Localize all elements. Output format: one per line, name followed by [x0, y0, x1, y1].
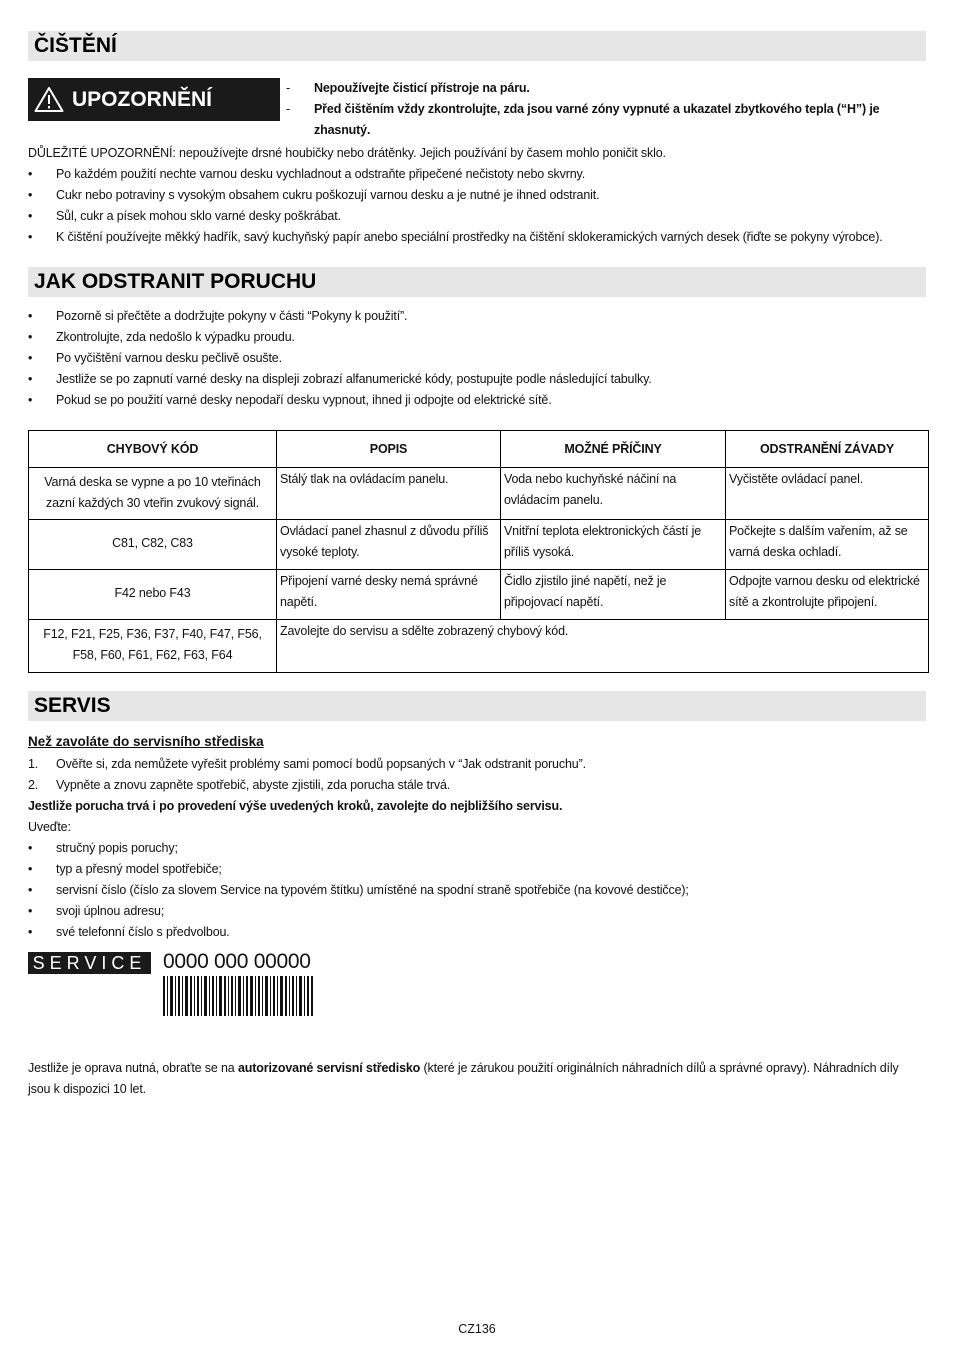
service-steps	[28, 754, 926, 796]
service-number: 0000 000 00000	[163, 950, 311, 973]
list-item: • svoji úplnou adresu;	[28, 904, 165, 918]
list-item: • stručný popis poruchy;	[28, 841, 178, 855]
warning-box	[28, 78, 280, 121]
error-code-table	[28, 430, 929, 673]
service-bold-note: Jestliže porucha trvá i po provedení výše uvedených kroků, zavolejte do nejbližšího servisu.	[28, 799, 563, 813]
service-state-list	[28, 838, 926, 943]
header-error-code: CHYBOVÝ KÓD	[29, 431, 277, 468]
cell-remedy: Počkejte s dalším vařením, až se varná deska ochladí.	[726, 520, 929, 570]
warning-item: - Před čištěním vždy zkontrolujte, zda jsou varné zóny vypnuté a ukazatel zbytkového tepla (“H”) je zhasnutý.	[286, 102, 880, 137]
important-note: DŮLEŽITÉ UPOZORNĚNÍ: nepoužívejte drsné houbičky nebo drátěnky. Jejich používání by časem mohlo poničit sklo.	[28, 146, 666, 160]
table-row	[29, 520, 929, 570]
list-item: • Cukr nebo potraviny s vysokým obsahem cukru poškozují varnou desku a je nutné je ihned odstranit.	[28, 188, 600, 202]
cleaning-heading: ČIŠTĚNÍ	[28, 31, 926, 61]
list-item: • Zkontrolujte, zda nedošlo k výpadku proudu.	[28, 330, 295, 344]
header-causes: MOŽNÉ PŘÍČINY	[501, 431, 726, 468]
table-row	[29, 620, 929, 673]
cell-remedy: Odpojte varnou desku od elektrické sítě a zkontrolujte připojení.	[726, 570, 929, 620]
warning-triangle-icon	[34, 86, 64, 113]
cell-remedy: Vyčistěte ovládací panel.	[726, 468, 929, 520]
service-logo: SERVICE	[28, 952, 151, 974]
list-item: • servisní číslo (číslo za slovem Service na typovém štítku) umístěné na spodní straně spotřebiče (na kovové destičce);	[28, 883, 689, 897]
page-number: CZ136	[458, 1322, 496, 1336]
cell-cause: Čidlo zjistilo jiné napětí, než je připojovací napětí.	[501, 570, 726, 620]
list-item: • K čištění používejte měkký hadřík, savý kuchyňský papír anebo speciální prostředky na čištění sklokeramických varných desek (řiďte se pokyny výrobce).	[28, 230, 883, 244]
service-closing-text: Jestliže je oprava nutná, obraťte se na autorizované servisní středisko (které je zárukou použití originálních náhradních dílů a správné opravy). Náhradních díly jsou k dispozici 10 let.	[28, 1061, 899, 1096]
list-item: 1. Ověřte si, zda nemůžete vyřešit problémy sami pomocí bodů popsaných v “Jak odstranit poruchu”.	[28, 757, 586, 771]
list-item: • Po každém použití nechte varnou desku vychladnout a odstraňte připečené nečistoty nebo skvrny.	[28, 167, 586, 181]
list-item: • své telefonní číslo s předvolbou.	[28, 925, 230, 939]
list-item: • Po vyčištění varnou desku pečlivě osušte.	[28, 351, 282, 365]
service-subtitle: Než zavoláte do servisního střediska	[28, 734, 264, 749]
cell-cause: Vnitřní teplota elektronických částí je příliš vysoká.	[501, 520, 726, 570]
cleaning-list	[28, 164, 926, 248]
list-item: • Jestliže se po zapnutí varné desky na displeji zobrazí alfanumerické kódy, postupujte podle následující tabulky.	[28, 372, 652, 386]
service-state-label: Uveďte:	[28, 820, 71, 834]
warning-label: UPOZORNĚNÍ	[72, 87, 213, 111]
troubleshooting-list	[28, 306, 926, 411]
table-row	[29, 468, 929, 520]
cell-code: C81, C82, C83	[29, 520, 277, 570]
list-item: • Sůl, cukr a písek mohou sklo varné desky poškrábat.	[28, 209, 341, 223]
cell-code: Varná deska se vypne a po 10 vteřinách zazní každých 30 vteřin zvukový signál.	[29, 468, 277, 520]
warning-item: - Nepoužívejte čisticí přístroje na páru.	[286, 81, 530, 95]
cell-code: F12, F21, F25, F36, F37, F40, F47, F56, F58, F60, F61, F62, F63, F64	[29, 620, 277, 673]
header-remedy: ODSTRANĚNÍ ZÁVADY	[726, 431, 929, 468]
barcode-icon	[163, 976, 313, 1016]
list-item: • Pokud se po použití varné desky nepodaří desku vypnout, ihned ji odpojte od elektrické sítě.	[28, 393, 552, 407]
list-item: • typ a přesný model spotřebiče;	[28, 862, 222, 876]
cell-description: Zavolejte do servisu a sdělte zobrazený chybový kód.	[277, 620, 929, 673]
cell-cause: Voda nebo kuchyňské náčiní na ovládacím panelu.	[501, 468, 726, 520]
cell-description: Stálý tlak na ovládacím panelu.	[277, 468, 501, 520]
list-item: 2. Vypněte a znovu zapněte spotřebič, abyste zjistili, zda porucha stále trvá.	[28, 778, 451, 792]
header-description: POPIS	[277, 431, 501, 468]
troubleshooting-heading: JAK ODSTRANIT PORUCHU	[28, 267, 926, 297]
cell-description: Připojení varné desky nemá správné napětí.	[277, 570, 501, 620]
warning-list	[286, 78, 926, 141]
list-item: • Pozorně si přečtěte a dodržujte pokyny v části “Pokyny k použití”.	[28, 309, 408, 323]
cell-code: F42 nebo F43	[29, 570, 277, 620]
table-row	[29, 570, 929, 620]
cell-description: Ovládací panel zhasnul z důvodu příliš vysoké teploty.	[277, 520, 501, 570]
table-header-row	[29, 431, 929, 468]
service-heading: SERVIS	[28, 691, 926, 721]
